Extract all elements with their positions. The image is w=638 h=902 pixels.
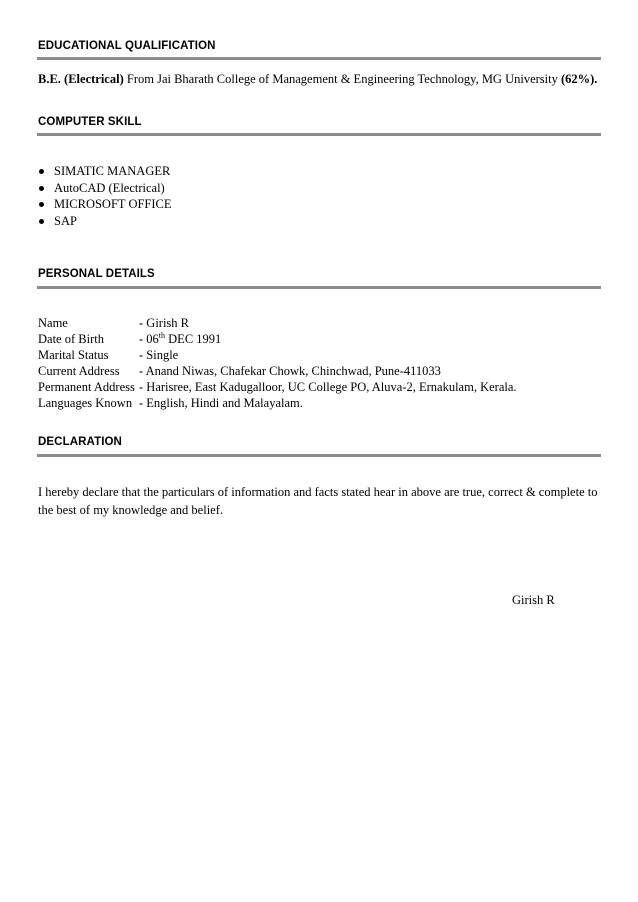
detail-label: Permanent Address	[38, 380, 135, 394]
section-divider	[37, 454, 601, 457]
detail-row	[38, 395, 517, 411]
detail-label: Languages Known	[38, 396, 133, 410]
detail-label: Current Address	[38, 364, 120, 378]
section-divider	[37, 57, 601, 60]
detail-row	[38, 331, 517, 347]
computer-skill-heading: COMPUTER SKILL	[38, 116, 142, 128]
skill-label: AutoCAD (Electrical)	[54, 180, 165, 195]
personal-details-table	[38, 315, 517, 411]
detail-row	[38, 347, 517, 363]
detail-value: - Harisree, East Kadugalloor, UC College PO, Aluva-2, Ernakulam, Kerala.	[139, 380, 517, 394]
bullet-icon	[39, 169, 44, 174]
education-heading: EDUCATIONAL QUALIFICATION	[38, 40, 216, 52]
declaration-heading: DECLARATION	[38, 436, 122, 448]
section-divider	[37, 133, 601, 136]
detail-value: - Anand Niwas, Chafekar Chowk, Chinchwad, Pune-411033	[139, 364, 441, 378]
detail-label: Marital Status	[38, 348, 109, 362]
detail-value: - Girish R	[139, 316, 189, 330]
detail-value: - Single	[139, 348, 179, 362]
skills-list	[38, 163, 172, 229]
personal-details-heading: PERSONAL DETAILS	[38, 268, 155, 280]
percentage: (62%).	[560, 72, 598, 86]
declaration-text: I hereby declare that the particulars of information and facts stated hear in above are true, correct & complete to the best of my knowledge and belief.	[38, 485, 598, 517]
education-line	[38, 72, 597, 87]
signature-name: Girish R	[512, 593, 555, 607]
detail-row	[38, 379, 517, 395]
detail-value: - 06th DEC 1991	[139, 330, 222, 346]
skill-label: SAP	[54, 213, 77, 228]
skill-label: SIMATIC MANAGER	[54, 164, 171, 178]
list-item	[38, 213, 172, 230]
detail-row	[38, 363, 517, 379]
college-name: From Jai Bharath College of Management & Engineering Technology, MG University	[123, 72, 561, 86]
skill-label: MICROSOFT OFFICE	[54, 197, 172, 211]
list-item	[38, 163, 172, 180]
bullet-icon	[39, 186, 44, 191]
list-item	[38, 196, 172, 213]
bullet-icon	[39, 202, 44, 207]
degree-name: B.E. (Electrical)	[38, 72, 124, 86]
list-item	[38, 180, 172, 197]
bullet-icon	[39, 219, 44, 224]
detail-label: Name	[38, 316, 68, 330]
detail-value: - English, Hindi and Malayalam.	[139, 396, 303, 410]
section-divider	[37, 286, 601, 289]
detail-label: Date of Birth	[38, 332, 104, 346]
detail-row	[38, 315, 517, 331]
